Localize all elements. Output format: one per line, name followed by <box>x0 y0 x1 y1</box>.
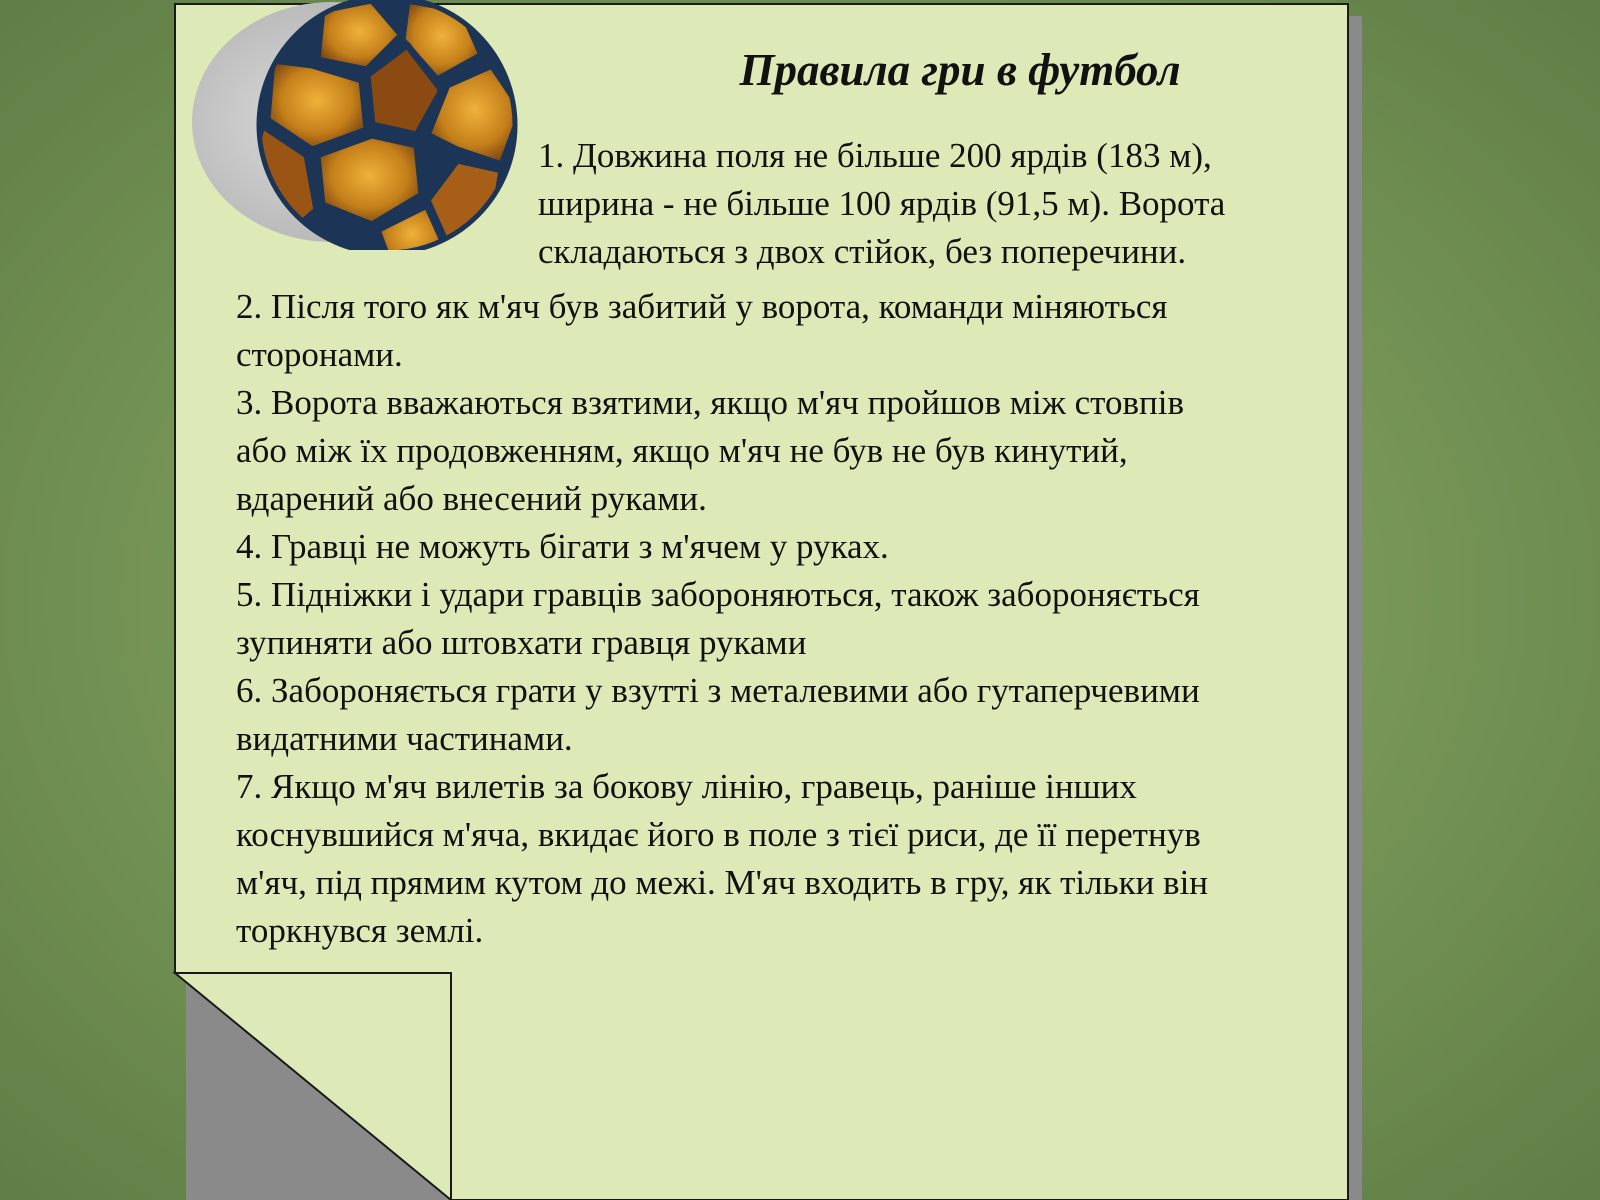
rule-line: 7. Якщо м'яч вилетів за бокову лінію, гравець, раніше інших <box>236 767 1137 806</box>
rule-line: 2. Після того як м'яч був забитий у ворота, команди міняються <box>236 287 1168 326</box>
rule-line: 4. Гравці не можуть бігати з м'ячем у руках. <box>236 527 889 566</box>
intro-line: складаються з двох стійок, без поперечини. <box>538 232 1187 271</box>
intro-line: ширина - не більше 100 ярдів (91,5 м). Ворота <box>538 184 1226 223</box>
rule-line: вдарений або внесений руками. <box>236 479 707 518</box>
soccer-ball-icon <box>192 0 522 250</box>
intro-text <box>538 132 1338 276</box>
page-title: Правила гри в футбол <box>739 45 1181 95</box>
folded-corner <box>175 973 451 1200</box>
rule-line: 6. Забороняється грати у взутті з металевими або гутаперчевими <box>236 671 1200 710</box>
rule-line: коснувшийся м'яча, вкидає його в поле з тієї риси, де її перетнув <box>236 815 1201 854</box>
rule-line: 5. Підніжки і удари гравців забороняються, також забороняється <box>236 575 1200 614</box>
rule-line: 3. Ворота вважаються взятими, якщо м'яч пройшов між стовпів <box>236 383 1184 422</box>
rule-line: або між їх продовженням, якщо м'яч не був не був кинутий, <box>236 431 1128 470</box>
intro-line: 1. Довжина поля не більше 200 ярдів (183 м), <box>538 136 1212 175</box>
rule-line: сторонами. <box>236 335 403 374</box>
rule-line: видатними частинами. <box>236 719 573 758</box>
rule-line: м'яч, під прямим кутом до межі. М'яч входить в гру, як тільки він <box>236 863 1209 902</box>
rule-line: торкнувся землі. <box>236 911 484 950</box>
rule-line: зупиняти або штовхати гравця руками <box>236 623 807 662</box>
rules-text <box>236 283 1346 955</box>
